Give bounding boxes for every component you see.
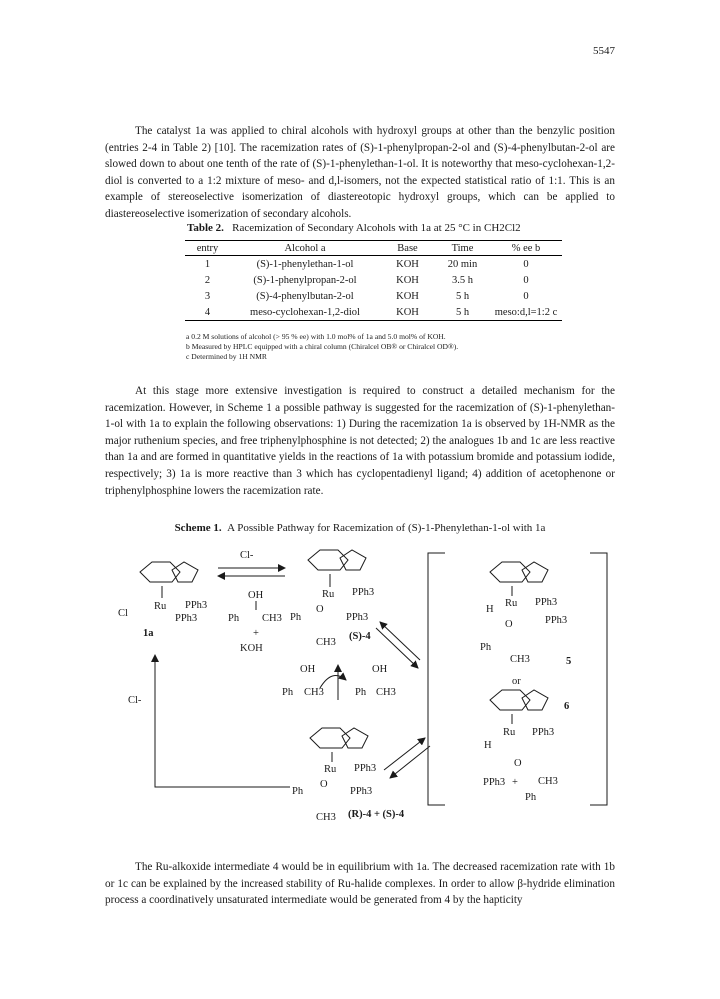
cl-minus-label: Cl- <box>128 695 142 706</box>
pph3-label: PPh3 <box>185 600 208 611</box>
table-label: Table 2. <box>187 222 224 234</box>
cl-label: Cl <box>118 608 128 619</box>
ru-label: Ru <box>154 601 167 612</box>
o-label: O <box>316 604 324 615</box>
or-label: or <box>512 676 521 687</box>
compound-label-rs4: (R)-4 + (S)-4 <box>348 809 405 820</box>
pph3-label: PPh3 <box>346 612 369 623</box>
table-cell: 2 <box>204 274 211 286</box>
plus-label: + <box>512 777 518 788</box>
pph3-label: PPh3 <box>483 777 506 788</box>
table-cell: 3.5 h <box>452 274 473 286</box>
ph-label: Ph <box>228 613 240 624</box>
h-label: H <box>484 740 492 751</box>
compound-label-6: 6 <box>564 701 570 712</box>
footnote-a: a 0.2 M solutions of alcohol (> 95 % ee) with 1.0 mol% of 1a and 5.0 mol% of KOH. <box>186 332 446 341</box>
col-entry: entry <box>185 241 230 256</box>
o-label: O <box>505 619 513 630</box>
ch3-label: CH3 <box>262 613 282 624</box>
compound-label-5: 5 <box>566 656 572 667</box>
page-number: 5547 <box>593 45 615 57</box>
col-ee: % ee b <box>490 241 562 256</box>
table-cell: KOH <box>396 258 419 270</box>
paragraph-2: At this stage more extensive investigation is required to construct a detailed mechanism for the racemization. However, in Scheme 1 a possible pathway is suggested for the racemization of (S)-1-phenylethan-1-ol with 1a to explain the following observations: 1) During the racemization 1a is observed by 1H-NMR as the major ruthenium species, and free triphenylphosphine is not detected; 2) the analogues 1b and 1c are less reactive than 1a and are formed in quantitative yields in the reactions of 1a with potassium bromide and potassium iodide, respectively; 3) 1a is more reactive than 3 which has cyclopentadienyl ligand; 4) addition of acetophenone or triphenylphosphine lowers the racemization rate. <box>105 385 615 497</box>
table-cell: 3 <box>204 290 211 302</box>
pph3-label: PPh3 <box>175 613 198 624</box>
complex-5 <box>480 562 571 667</box>
table-cell: KOH <box>380 304 435 321</box>
col-base: Base <box>380 241 435 256</box>
ch3-label: CH3 <box>316 812 336 823</box>
table-cell: 5 h <box>455 290 470 302</box>
table-cell: KOH <box>396 290 419 302</box>
table-caption-text: Racemization of Secondary Alcohols with 1a at 25 °C in CH2Cl2 <box>232 222 521 234</box>
ch3-label: CH3 <box>316 637 336 648</box>
table-cell: 1 <box>204 258 211 270</box>
oh-label: OH <box>372 664 388 675</box>
indenyl-ring-icon <box>140 562 180 582</box>
ph-label: Ph <box>480 642 492 653</box>
pph3-label: PPh3 <box>354 763 377 774</box>
table-cell: 4 <box>185 304 230 321</box>
col-time: Time <box>435 241 490 256</box>
table-cell: KOH <box>396 274 419 286</box>
ru-label: Ru <box>505 598 518 609</box>
indenyl-ring-icon <box>172 562 198 582</box>
table-cell: (S)-4-phenylbutan-2-ol <box>256 290 354 302</box>
table-cell: meso:d,l=1:2 c <box>490 304 562 321</box>
compound-label-s4: (S)-4 <box>349 631 371 642</box>
complex-6 <box>483 690 569 803</box>
paragraph-1: The catalyst 1a was applied to chiral alcohols with hydroxyl groups at other than the benzylic position (entries 2-4 in Table 2) [10]. The racemization rates of (S)-1-phenylpropan-2-ol and (S)-4-phenylbutan-2-ol are slowed down to about one tenth of the rate of (S)-1-phenylethan-1-ol. It is noteworthy that meso-cyclohexan-1,2-diol is converted to a 1:2 mixture of meso- and d,l-isomers, not the expected statistical ratio of 1:1. This is an example of stereoselective isomerization of diastereotopic hydroxyl groups, which can be applied to diastereoselective isomerization of secondary alcohols. <box>105 125 615 220</box>
ch3-label: CH3 <box>304 687 324 698</box>
oh-label: OH <box>300 664 316 675</box>
pph3-label: PPh3 <box>352 587 375 598</box>
pph3-label: PPh3 <box>350 786 373 797</box>
table-cell: 0 <box>523 274 529 286</box>
h-label: H <box>486 604 494 615</box>
table-cell: 5 h <box>435 304 490 321</box>
table-cell: 0 <box>523 290 529 302</box>
o-label: O <box>514 758 522 769</box>
ch3-label: CH3 <box>538 776 558 787</box>
complex-s4 <box>290 550 374 648</box>
scheme-caption-text: A Possible Pathway for Racemization of (S)-1-Phenylethan-1-ol with 1a <box>227 522 546 534</box>
table-cell: (S)-1-phenylpropan-2-ol <box>253 274 357 286</box>
plus-label: + <box>253 628 259 639</box>
col-alcohol: Alcohol a <box>230 241 380 256</box>
ru-label: Ru <box>324 764 337 775</box>
ph-label: Ph <box>282 687 294 698</box>
ch3-label: CH3 <box>376 687 396 698</box>
pph3-label: PPh3 <box>532 727 555 738</box>
table-cell: (S)-1-phenylethan-1-ol <box>256 258 354 270</box>
complex-1a <box>118 562 207 639</box>
cl-minus-label: Cl- <box>240 550 254 561</box>
table-cell: meso-cyclohexan-1,2-diol <box>230 304 380 321</box>
pph3-label: PPh3 <box>535 597 558 608</box>
ch3-label: CH3 <box>510 654 530 665</box>
ph-label: Ph <box>292 786 304 797</box>
complex-rs4 <box>292 728 405 823</box>
ph-label: Ph <box>355 687 367 698</box>
ph-label: Ph <box>290 612 302 623</box>
footnote-c: c Determined by 1H NMR <box>186 352 267 361</box>
pph3-label: PPh3 <box>545 615 568 626</box>
ru-label: Ru <box>322 589 335 600</box>
koh-label: KOH <box>240 643 263 654</box>
table-cell: 20 min <box>447 258 478 270</box>
scheme-label: Scheme 1. <box>174 522 222 534</box>
footnote-b: b Measured by HPLC equipped with a chiral column (Chiralcel OB® or Chiralcel OD®). <box>186 342 459 351</box>
oh-label: OH <box>248 590 264 601</box>
ru-label: Ru <box>503 727 516 738</box>
o-label: O <box>320 779 328 790</box>
table-cell: 0 <box>523 258 529 270</box>
ph-label: Ph <box>525 792 537 803</box>
compound-label-1a: 1a <box>143 628 154 639</box>
paragraph-3: The Ru-alkoxide intermediate 4 would be in equilibrium with 1a. The decreased racemization rate with 1b or 1c can be explained by the increased stability of Ru-halide complexes. In order to allow β-hydride elimination process a coordinatively unsaturated intermediate would be generated from 4 by the hapticity <box>105 861 615 907</box>
